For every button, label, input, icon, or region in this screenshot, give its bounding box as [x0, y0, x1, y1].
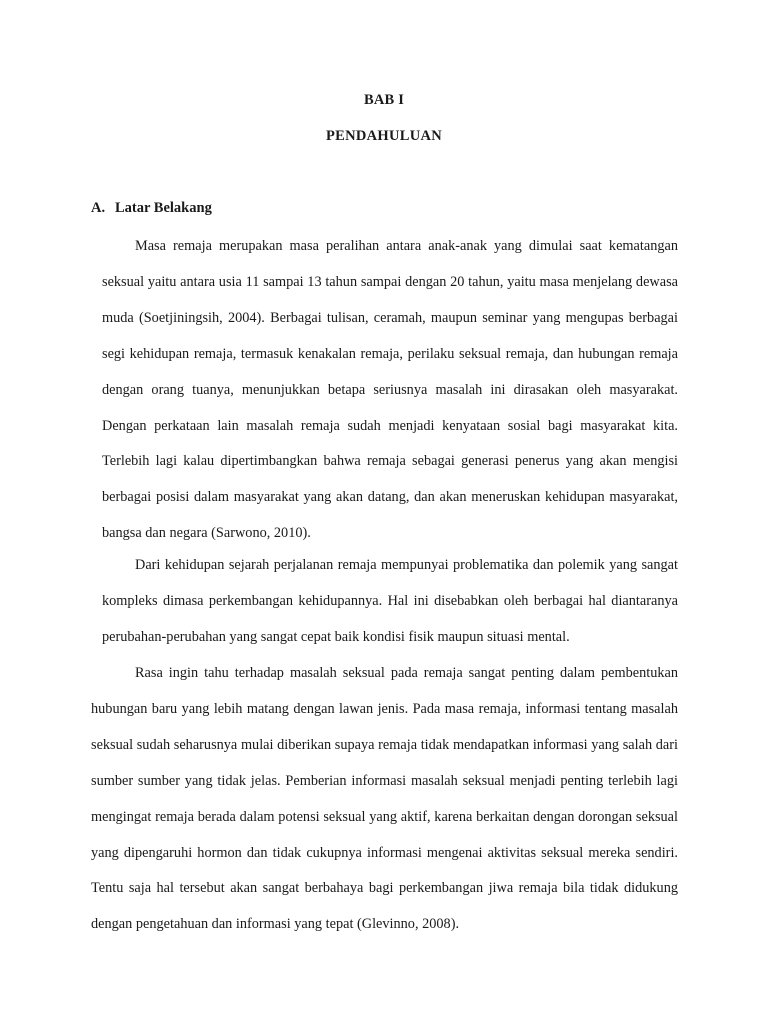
paragraph-2-text: Dari kehidupan sejarah perjalanan remaja mempunyai problematika dan polemik yang sangat kompleks dimasa perkembangan kehidupannya. Hal ini disebabkan oleh berbagai hal diantaranya perubahan-perubahan yang sangat cepat baik kondisi fisik maupun situasi mental.	[102, 557, 678, 645]
paragraph-2	[102, 548, 678, 656]
chapter-title: PENDAHULUAN	[325, 128, 443, 144]
paragraph-1	[102, 229, 678, 552]
chapter-number: BAB I	[363, 92, 405, 108]
paragraph-1-text: Masa remaja merupakan masa peralihan antara anak-anak yang dimulai saat kematangan seksual yaitu antara usia 11 sampai 13 tahun sampai dengan 20 tahun, yaitu masa menjelang dewasa muda (Soetjiningsih, 2004). Berbagai tulisan, ceramah, maupun seminar yang mengupas berbagai segi kehidupan remaja, termasuk kenakalan remaja, perilaku seksual remaja, dan hubungan remaja dengan orang tuanya, menunjukkan betapa seriusnya masalah ini dirasakan oleh masyarakat. Dengan perkataan lain masalah remaja sudah menjadi kenyataan sosial bagi masyarakat kita. Terlebih lagi kalau dipertimbangkan bahwa remaja sebagai generasi penerus yang akan mengisi berbagai posisi dalam masyarakat yang akan datang, dan akan meneruskan kehidupan masyarakat, bangsa dan negara (Sarwono, 2010).	[102, 238, 678, 542]
section-letter: A.	[91, 200, 106, 216]
paragraph-3-text: Rasa ingin tahu terhadap masalah seksual pada remaja sangat penting dalam pembentukan hubungan baru yang lebih matang dengan lawan jenis. Pada masa remaja, informasi tentang masalah seksual sudah seharusnya mulai diberikan supaya remaja tidak mendapatkan informasi yang salah dari sumber sumber yang tidak jelas. Pemberian informasi masalah seksual menjadi penting terlebih lagi mengingat remaja berada dalam potensi seksual yang aktif, karena berkaitan dengan dorongan seksual yang dipengaruhi hormon dan tidak cukupnya informasi mengenai aktivitas seksual mereka sendiri. Tentu saja hal tersebut akan sangat berbahaya bagi perkembangan jiwa remaja bila tidak didukung dengan pengetahuan dan informasi yang tepat (Glevinno, 2008).	[91, 665, 678, 933]
section-title: Latar Belakang	[115, 200, 212, 216]
section-heading	[91, 200, 212, 217]
paragraph-3	[91, 656, 678, 943]
